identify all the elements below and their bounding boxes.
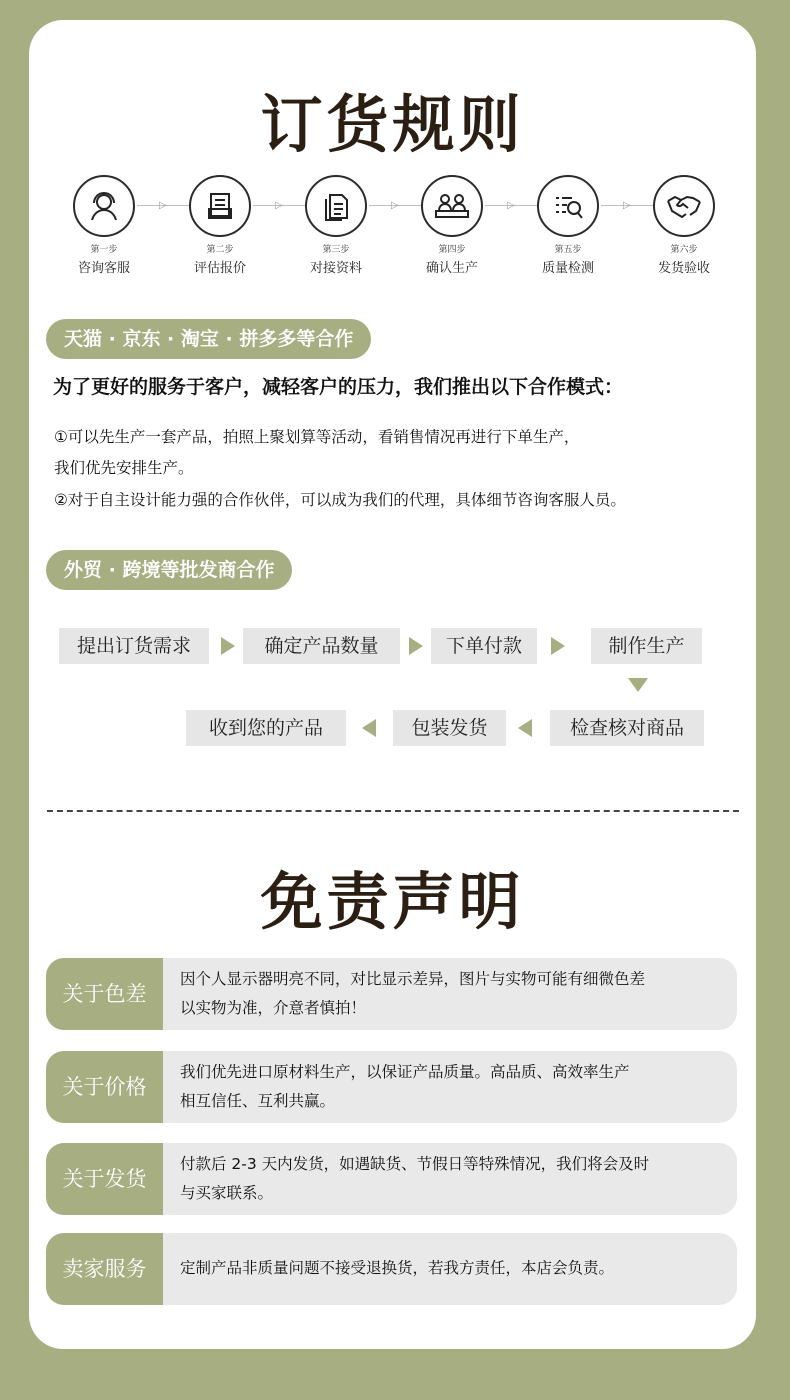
step-label: 咨询客服	[77, 261, 130, 276]
flow-step-inspect-goods: 检查核对商品	[550, 710, 704, 746]
step-label: 质量检测	[541, 261, 594, 276]
disclaimer-text-line-2: 与买家联系。	[180, 1184, 274, 1202]
step-4	[407, 175, 497, 276]
content-card	[29, 20, 756, 1349]
documents-icon	[305, 175, 367, 237]
step-number: 第五步	[554, 245, 582, 255]
step-5	[523, 175, 613, 276]
step-3	[291, 175, 381, 276]
disclaimer-label: 关于发货	[46, 1143, 163, 1215]
step-number: 第一步	[90, 245, 118, 255]
step-label: 对接资料	[309, 261, 362, 276]
disclaimer-text-line-1: 定制产品非质量问题不接受退换货，若我方责任，本店会负责。	[180, 1259, 615, 1277]
order-rules-title: 订货规则	[260, 88, 525, 161]
disclaimer-text	[180, 1254, 728, 1283]
disclaimer-title: 免责声明	[260, 865, 525, 938]
cooperation-mode-1-line-2: 我们优先安排生产。	[54, 459, 194, 477]
handshake-icon	[653, 175, 715, 237]
step-label: 发货验收	[657, 261, 710, 276]
step-connector-arrow: ▷	[391, 200, 399, 211]
disclaimer-label: 关于色差	[46, 958, 163, 1030]
cooperation-mode-1-line-1: ①可以先生产一套产品，拍照上聚划算等活动，看销售情况再进行下单生产，	[54, 428, 580, 446]
flow-step-submit-order-request: 提出订货需求	[59, 628, 209, 664]
disclaimer-text-line-1: 因个人显示器明亮不同，对比显示差异，图片与实物可能有细微色差	[180, 970, 646, 988]
disclaimer-text-line-2: 以实物为准，介意者慎拍！	[180, 999, 367, 1017]
disclaimer-label: 卖家服务	[46, 1233, 163, 1305]
step-1	[59, 175, 149, 276]
section-divider	[47, 810, 739, 812]
flow-arrow-right	[221, 637, 235, 655]
domestic-cooperation-tag: 天猫 · 京东 · 淘宝 · 拼多多等合作	[46, 319, 371, 359]
flow-step-pack-ship: 包装发货	[393, 710, 506, 746]
disclaimer-text-line-1: 我们优先进口原材料生产，以保证产品质量。高品质、高效率生产	[180, 1063, 630, 1081]
disclaimer-row-shipping	[46, 1143, 737, 1215]
flow-step-production: 制作生产	[591, 628, 702, 664]
step-label: 评估报价	[193, 261, 246, 276]
step-number: 第四步	[438, 245, 466, 255]
disclaimer-row-seller-service	[46, 1233, 737, 1305]
disclaimer-text-line-2: 相互信任、互利共赢。	[180, 1092, 336, 1110]
customer-service-icon	[73, 175, 135, 237]
disclaimer-text-line-1: 付款后 2-3 天内发货，如遇缺货、节假日等特殊情况，我们将会及时	[180, 1155, 650, 1173]
step-number: 第六步	[670, 245, 698, 255]
quote-clipboard-icon	[189, 175, 251, 237]
step-number: 第二步	[206, 245, 234, 255]
flow-step-pay: 下单付款	[431, 628, 537, 664]
step-6	[639, 175, 729, 276]
inspection-list-icon	[537, 175, 599, 237]
disclaimer-text	[180, 1058, 728, 1116]
workers-icon	[421, 175, 483, 237]
flow-step-confirm-quantity: 确定产品数量	[243, 628, 400, 664]
flow-arrow-right	[409, 637, 423, 655]
disclaimer-row-color-difference	[46, 958, 737, 1030]
disclaimer-label: 关于价格	[46, 1051, 163, 1123]
step-number: 第三步	[322, 245, 350, 255]
step-connector-arrow: ▷	[507, 200, 515, 211]
flow-arrow-right	[551, 637, 565, 655]
cooperation-mode-2: ②对于自主设计能力强的合作伙伴，可以成为我们的代理，具体细节咨询客服人员。	[54, 491, 626, 509]
flow-arrow-left	[518, 719, 532, 737]
step-connector-arrow: ▷	[623, 200, 631, 211]
cooperation-lead-text: 为了更好的服务于客户，减轻客户的压力，我们推出以下合作模式：	[53, 376, 624, 398]
step-connector-arrow: ▷	[275, 200, 283, 211]
disclaimer-text	[180, 965, 728, 1023]
flow-step-receive-products: 收到您的产品	[186, 710, 346, 746]
flow-arrow-left	[362, 719, 376, 737]
step-2	[175, 175, 265, 276]
flow-arrow-down	[628, 678, 648, 692]
step-label: 确认生产	[425, 261, 478, 276]
disclaimer-row-price	[46, 1051, 737, 1123]
step-connector-arrow: ▷	[159, 200, 167, 211]
foreign-trade-tag: 外贸 · 跨境等批发商合作	[46, 550, 292, 590]
disclaimer-text	[180, 1150, 728, 1208]
